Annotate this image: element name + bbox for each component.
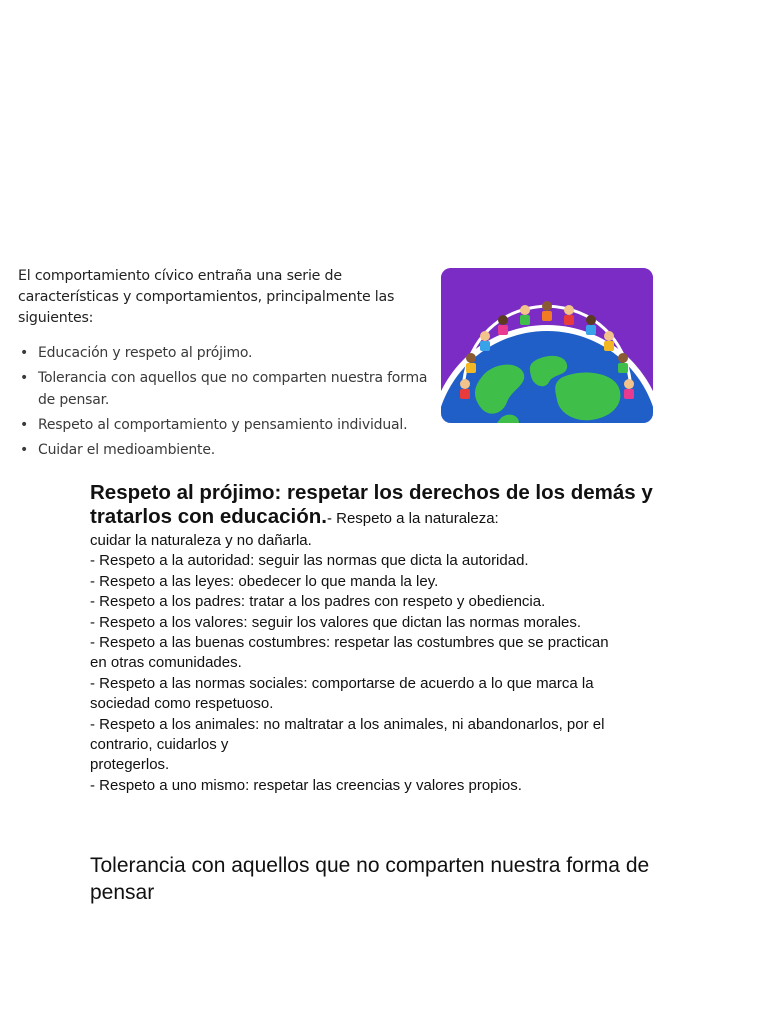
text-line: sociedad como respetuoso.: [90, 695, 274, 713]
snippet-image: [10, 262, 430, 472]
list-item: • Respeto al comportamiento y pensamiento individual.: [18, 414, 428, 436]
globe-children-image: [441, 268, 653, 423]
text-line: cuidar la naturaleza y no dañarla.: [90, 532, 312, 549]
text-line: - Respeto a los valores: seguir los valores que dictan las normas morales.: [90, 613, 582, 631]
text-line: - Respeto a uno mismo: respetar las creencias y valores propios.: [90, 776, 522, 794]
respeto-heading-title: Respeto al prójimo: respetar los derechos de los demás y tratarlos con educación.: [90, 481, 653, 528]
respeto-heading: [90, 481, 690, 531]
text-line: - Respeto a la autoridad: seguir las normas que dicta la autoridad.: [90, 552, 529, 570]
snippet-intro: El comportamiento cívico entraña una serie de características y comportamientos, principalmente las siguientes:: [18, 268, 395, 326]
list-item: • Tolerancia con aquellos que no comparten nuestra forma de pensar.: [18, 367, 428, 411]
text-line: - Respeto a los padres: tratar a los padres con respeto y obediencia.: [90, 593, 546, 611]
text-line: contrario, cuidarlos y: [90, 736, 229, 754]
snippet-bullet-list: [18, 342, 428, 464]
text-line: - Respeto a los animales: no maltratar a los animales, ni abandonarlos, por el: [90, 715, 605, 733]
list-item: • Cuidar el medioambiente.: [18, 439, 428, 461]
text-line: - Respeto a las buenas costumbres: respetar las costumbres que se practican: [90, 634, 609, 652]
respeto-heading-tail: - Respeto a la naturaleza:: [326, 510, 499, 527]
text-line: - Respeto a las leyes: obedecer lo que manda la ley.: [90, 572, 439, 590]
respeto-section: [90, 481, 690, 796]
globe-children-icon: [441, 268, 653, 423]
text-line: protegerlos.: [90, 756, 170, 774]
text-line: - Respeto a las normas sociales: comportarse de acuerdo a lo que marca la: [90, 674, 594, 692]
list-item: • Educación y respeto al prójimo.: [18, 342, 428, 364]
tolerancia-heading: Tolerancia con aquellos que no comparten nuestra forma de pensar: [90, 854, 650, 904]
text-line: en otras comunidades.: [90, 654, 242, 672]
